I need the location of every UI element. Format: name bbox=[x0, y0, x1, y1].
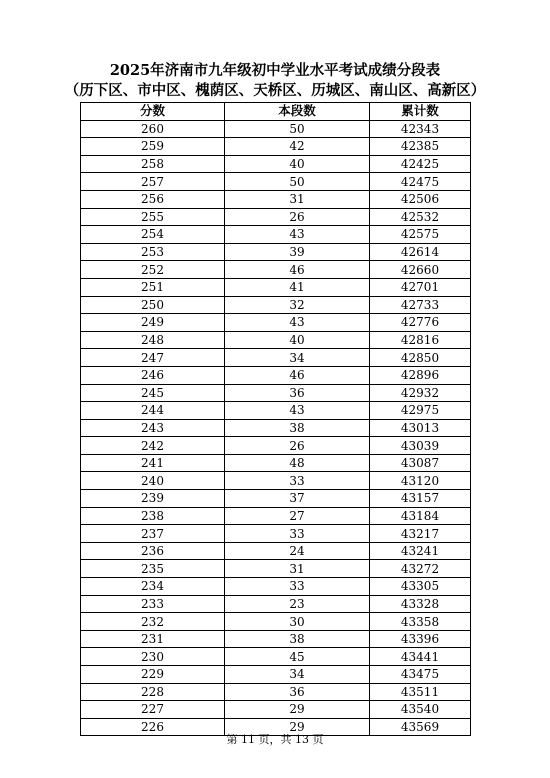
cell-segment-count: 46 bbox=[225, 261, 370, 279]
table-body bbox=[81, 120, 471, 736]
cell-score: 234 bbox=[81, 578, 225, 596]
table-row bbox=[81, 366, 471, 384]
cell-score: 250 bbox=[81, 296, 225, 314]
cell-cumulative-count: 43184 bbox=[370, 507, 471, 525]
table-row bbox=[81, 613, 471, 631]
cell-segment-count: 27 bbox=[225, 507, 370, 525]
cell-cumulative-count: 42975 bbox=[370, 402, 471, 420]
cell-cumulative-count: 43305 bbox=[370, 578, 471, 596]
table-header bbox=[81, 103, 471, 121]
cell-cumulative-count: 43217 bbox=[370, 525, 471, 543]
cell-score: 232 bbox=[81, 613, 225, 631]
cell-cumulative-count: 42475 bbox=[370, 173, 471, 191]
table-row bbox=[81, 683, 471, 701]
cell-segment-count: 31 bbox=[225, 560, 370, 578]
cell-cumulative-count: 42932 bbox=[370, 384, 471, 402]
table-row bbox=[81, 226, 471, 244]
cell-segment-count: 24 bbox=[225, 542, 370, 560]
cell-score: 246 bbox=[81, 366, 225, 384]
cell-cumulative-count: 43441 bbox=[370, 648, 471, 666]
cell-segment-count: 29 bbox=[225, 718, 370, 736]
cell-segment-count: 38 bbox=[225, 630, 370, 648]
score-distribution-table bbox=[80, 102, 471, 736]
cell-score: 226 bbox=[81, 718, 225, 736]
cell-cumulative-count: 43241 bbox=[370, 542, 471, 560]
cell-segment-count: 33 bbox=[225, 525, 370, 543]
cell-score: 231 bbox=[81, 630, 225, 648]
cell-segment-count: 46 bbox=[225, 366, 370, 384]
table-row bbox=[81, 507, 471, 525]
cell-segment-count: 31 bbox=[225, 190, 370, 208]
cell-cumulative-count: 42733 bbox=[370, 296, 471, 314]
cell-cumulative-count: 42506 bbox=[370, 190, 471, 208]
cell-cumulative-count: 43396 bbox=[370, 630, 471, 648]
cell-segment-count: 45 bbox=[225, 648, 370, 666]
cell-cumulative-count: 43358 bbox=[370, 613, 471, 631]
cell-cumulative-count: 42532 bbox=[370, 208, 471, 226]
table-row bbox=[81, 208, 471, 226]
page-footer: 第 11 页，共 13 页 bbox=[226, 733, 324, 746]
cell-cumulative-count: 42385 bbox=[370, 138, 471, 156]
cell-score: 240 bbox=[81, 472, 225, 490]
cell-segment-count: 41 bbox=[225, 278, 370, 296]
document-subtitle: （历下区、市中区、槐荫区、天桥区、历城区、南山区、高新区） bbox=[64, 82, 486, 99]
table-row bbox=[81, 190, 471, 208]
cell-segment-count: 38 bbox=[225, 419, 370, 437]
cell-segment-count: 32 bbox=[225, 296, 370, 314]
cell-score: 229 bbox=[81, 666, 225, 684]
cell-score: 243 bbox=[81, 419, 225, 437]
column-header-segment-count: 本段数 bbox=[225, 103, 370, 121]
document-title: 2025年济南市九年级初中学业水平考试成绩分段表 bbox=[109, 62, 441, 79]
cell-segment-count: 29 bbox=[225, 701, 370, 719]
cell-cumulative-count: 42425 bbox=[370, 155, 471, 173]
table-row bbox=[81, 314, 471, 332]
cell-cumulative-count: 43569 bbox=[370, 718, 471, 736]
table-row bbox=[81, 595, 471, 613]
cell-score: 252 bbox=[81, 261, 225, 279]
table-row bbox=[81, 243, 471, 261]
cell-cumulative-count: 43013 bbox=[370, 419, 471, 437]
cell-score: 227 bbox=[81, 701, 225, 719]
cell-score: 247 bbox=[81, 349, 225, 367]
table-row bbox=[81, 666, 471, 684]
cell-score: 245 bbox=[81, 384, 225, 402]
cell-segment-count: 23 bbox=[225, 595, 370, 613]
cell-cumulative-count: 43157 bbox=[370, 490, 471, 508]
cell-segment-count: 33 bbox=[225, 578, 370, 596]
cell-score: 235 bbox=[81, 560, 225, 578]
table-row bbox=[81, 278, 471, 296]
cell-segment-count: 34 bbox=[225, 666, 370, 684]
table-row bbox=[81, 155, 471, 173]
cell-segment-count: 37 bbox=[225, 490, 370, 508]
cell-cumulative-count: 42575 bbox=[370, 226, 471, 244]
table-row bbox=[81, 419, 471, 437]
cell-segment-count: 33 bbox=[225, 472, 370, 490]
cell-cumulative-count: 43087 bbox=[370, 454, 471, 472]
cell-cumulative-count: 42343 bbox=[370, 120, 471, 138]
cell-cumulative-count: 42850 bbox=[370, 349, 471, 367]
table-row bbox=[81, 261, 471, 279]
cell-segment-count: 34 bbox=[225, 349, 370, 367]
cell-segment-count: 42 bbox=[225, 138, 370, 156]
cell-segment-count: 43 bbox=[225, 314, 370, 332]
cell-score: 239 bbox=[81, 490, 225, 508]
table-row bbox=[81, 296, 471, 314]
cell-segment-count: 26 bbox=[225, 437, 370, 455]
table-row bbox=[81, 525, 471, 543]
table-row bbox=[81, 349, 471, 367]
cell-score: 230 bbox=[81, 648, 225, 666]
table-row bbox=[81, 490, 471, 508]
cell-segment-count: 26 bbox=[225, 208, 370, 226]
table-row bbox=[81, 402, 471, 420]
cell-cumulative-count: 42816 bbox=[370, 331, 471, 349]
cell-segment-count: 40 bbox=[225, 155, 370, 173]
cell-cumulative-count: 43272 bbox=[370, 560, 471, 578]
table-row bbox=[81, 138, 471, 156]
cell-score: 251 bbox=[81, 278, 225, 296]
cell-score: 237 bbox=[81, 525, 225, 543]
cell-score: 238 bbox=[81, 507, 225, 525]
cell-score: 260 bbox=[81, 120, 225, 138]
table-row bbox=[81, 454, 471, 472]
table-row bbox=[81, 384, 471, 402]
cell-score: 256 bbox=[81, 190, 225, 208]
cell-cumulative-count: 43540 bbox=[370, 701, 471, 719]
column-header-score: 分数 bbox=[81, 103, 225, 121]
cell-segment-count: 43 bbox=[225, 402, 370, 420]
cell-cumulative-count: 42660 bbox=[370, 261, 471, 279]
cell-score: 244 bbox=[81, 402, 225, 420]
column-header-cumulative-count: 累计数 bbox=[370, 103, 471, 121]
cell-segment-count: 30 bbox=[225, 613, 370, 631]
cell-score: 248 bbox=[81, 331, 225, 349]
cell-score: 255 bbox=[81, 208, 225, 226]
cell-segment-count: 43 bbox=[225, 226, 370, 244]
table-header-row bbox=[81, 103, 471, 121]
cell-score: 253 bbox=[81, 243, 225, 261]
cell-cumulative-count: 43120 bbox=[370, 472, 471, 490]
cell-cumulative-count: 42896 bbox=[370, 366, 471, 384]
table-row bbox=[81, 331, 471, 349]
table-row bbox=[81, 560, 471, 578]
cell-cumulative-count: 43328 bbox=[370, 595, 471, 613]
cell-score: 249 bbox=[81, 314, 225, 332]
table-row bbox=[81, 173, 471, 191]
cell-segment-count: 50 bbox=[225, 173, 370, 191]
cell-cumulative-count: 43475 bbox=[370, 666, 471, 684]
table-row bbox=[81, 578, 471, 596]
cell-cumulative-count: 43039 bbox=[370, 437, 471, 455]
cell-score: 258 bbox=[81, 155, 225, 173]
cell-score: 228 bbox=[81, 683, 225, 701]
cell-cumulative-count: 42776 bbox=[370, 314, 471, 332]
cell-segment-count: 40 bbox=[225, 331, 370, 349]
table-row bbox=[81, 648, 471, 666]
table-row bbox=[81, 120, 471, 138]
cell-score: 241 bbox=[81, 454, 225, 472]
cell-segment-count: 48 bbox=[225, 454, 370, 472]
table-row bbox=[81, 701, 471, 719]
cell-cumulative-count: 42701 bbox=[370, 278, 471, 296]
cell-score: 254 bbox=[81, 226, 225, 244]
cell-segment-count: 50 bbox=[225, 120, 370, 138]
cell-segment-count: 36 bbox=[225, 384, 370, 402]
cell-score: 236 bbox=[81, 542, 225, 560]
table-row bbox=[81, 630, 471, 648]
cell-segment-count: 36 bbox=[225, 683, 370, 701]
cell-score: 257 bbox=[81, 173, 225, 191]
table-row bbox=[81, 472, 471, 490]
table-row bbox=[81, 542, 471, 560]
cell-segment-count: 39 bbox=[225, 243, 370, 261]
cell-cumulative-count: 42614 bbox=[370, 243, 471, 261]
cell-cumulative-count: 43511 bbox=[370, 683, 471, 701]
table-row bbox=[81, 437, 471, 455]
cell-score: 259 bbox=[81, 138, 225, 156]
cell-score: 242 bbox=[81, 437, 225, 455]
cell-score: 233 bbox=[81, 595, 225, 613]
